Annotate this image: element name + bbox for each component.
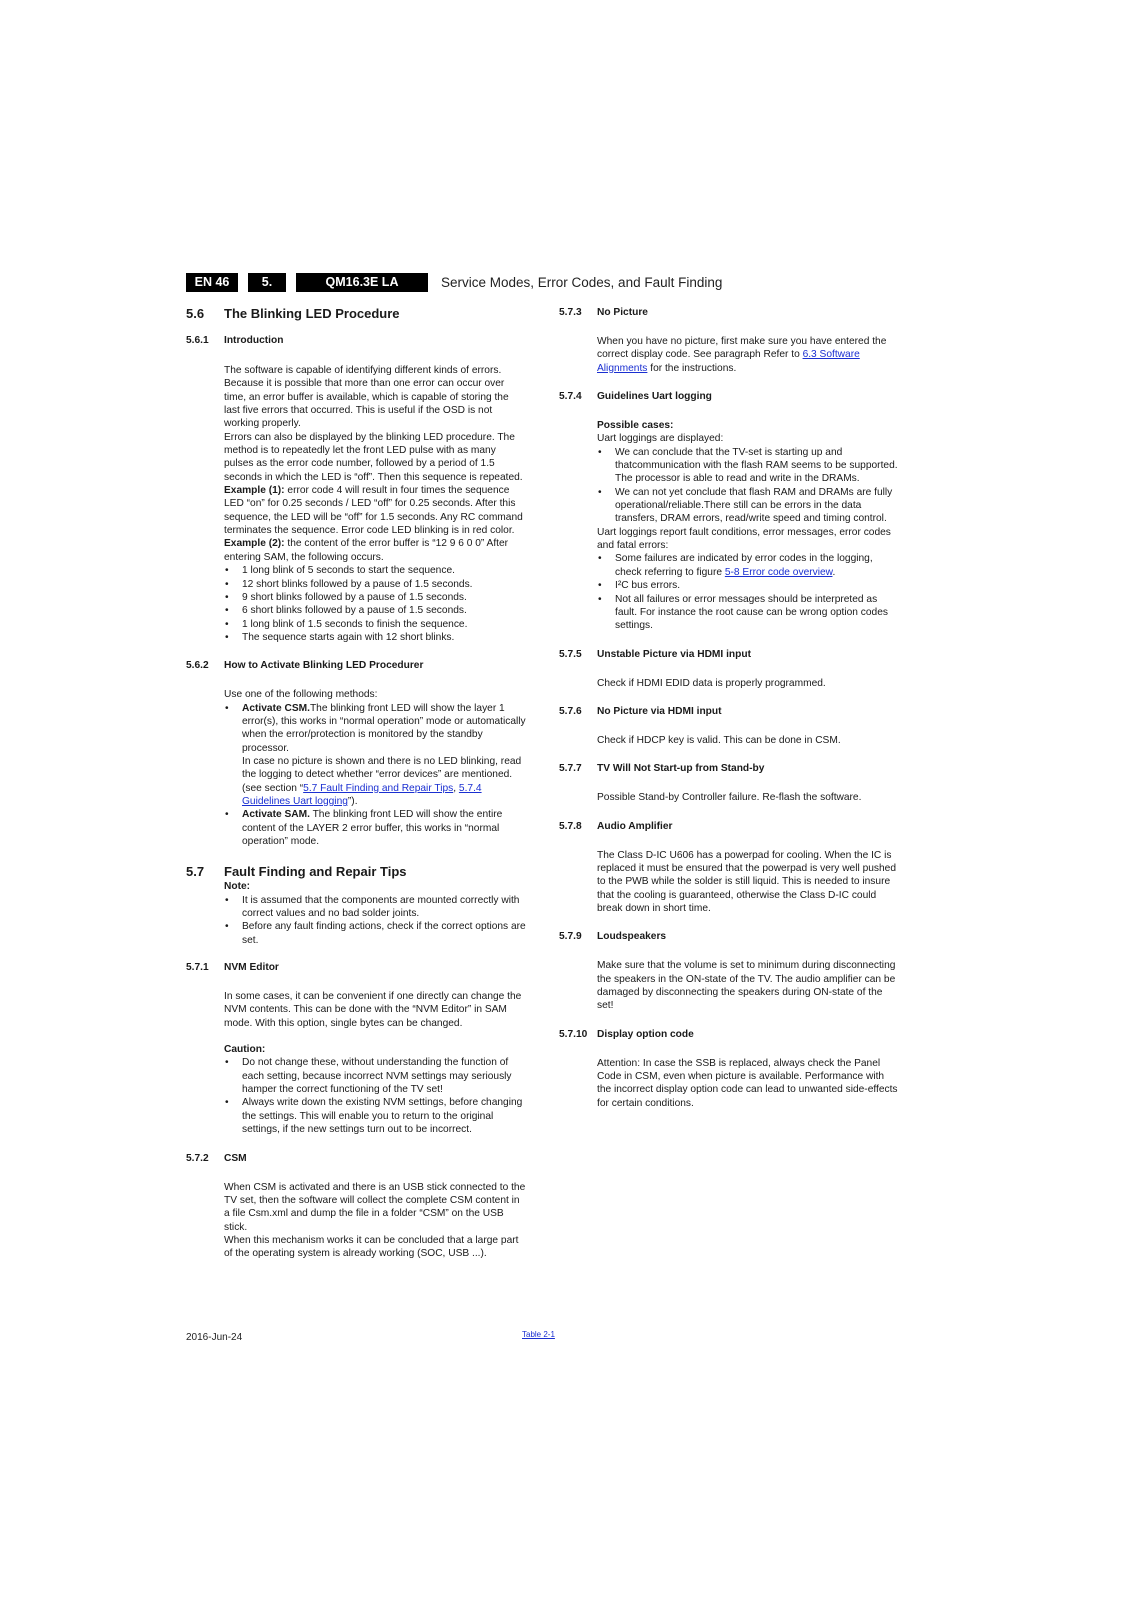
list-item	[224, 808, 526, 848]
list-item: • 12 short blinks followed by a pause of 1.5 seconds.	[224, 578, 526, 591]
list-item: • We can not yet conclude that flash RAM and DRAMs are fully operational/reliable.There still can be errors in the data transfers, DRAM errors, read/write speed and timing control.	[597, 486, 899, 526]
section-number: 5.6	[186, 306, 205, 321]
link-6-3-software-alignments[interactable]: 6.3 Software Alignments	[597, 349, 860, 374]
subsection-number: 5.7.8	[559, 820, 582, 832]
paragraph: Uart loggings are displayed:	[597, 433, 724, 445]
page-header	[186, 273, 986, 292]
separator: ,	[453, 782, 459, 794]
method-label: Activate CSM.	[242, 702, 310, 714]
subsection-title: No Picture via HDMI input	[597, 705, 722, 717]
list-item: • 9 short blinks followed by a pause of 1.5 seconds.	[224, 591, 526, 604]
caution-list	[224, 1056, 526, 1136]
subsection-title: Audio Amplifier	[597, 820, 673, 832]
paragraph: When CSM is activated and there is an USB stick connected to the TV set, then the software will collect the complete CSM content in a file Csm.xml and dump the file in a folder “CSM” on the USB stick.	[224, 1181, 526, 1233]
section-5-7-6-body	[597, 734, 899, 747]
section-number: 5.7	[186, 864, 205, 880]
subsection-number: 5.7.5	[559, 648, 582, 660]
paragraph-text: for the instructions.	[647, 362, 737, 374]
page-number-box: EN 46	[186, 273, 238, 292]
section-5-7-body	[224, 880, 526, 947]
subsection-title: No Picture	[597, 307, 648, 318]
paragraph	[224, 484, 526, 537]
section-5-7-1-body	[224, 990, 526, 1136]
section-5-6-2-body	[224, 688, 526, 848]
method-label: Activate SAM.	[242, 809, 310, 821]
section-title: Fault Finding and Repair Tips	[224, 864, 407, 880]
method-text: In case no picture is shown and there is no LED blinking, read the logging to detect whether “error devices” are mentioned. (see section “	[242, 755, 522, 794]
method-text: ”).	[347, 795, 358, 807]
subsection-number: 5.7.1	[186, 962, 209, 974]
method-text: The blinking front LED will show the entire content of the LAYER 2 error buffer, this works in “normal operation” mode.	[242, 809, 503, 847]
paragraph-text: When you have no picture, first make sure you have entered the correct display code. See paragraph Refer to	[597, 336, 887, 361]
list-text: Some failures are indicated by error codes in the logging, check referring to figure	[615, 553, 873, 578]
list-item	[597, 552, 899, 579]
section-5-7-3-heading	[559, 306, 899, 320]
example-label: Example (1):	[224, 485, 285, 497]
subsection-title: Loudspeakers	[597, 931, 667, 943]
paragraph: Check if HDMI EDID data is properly programmed.	[597, 677, 826, 689]
paragraph: Check if HDCP key is valid. This can be done in CSM.	[597, 734, 841, 746]
subsection-number: 5.7.3	[559, 307, 582, 318]
section-5-7-10-heading	[559, 1028, 899, 1042]
section-5-6-2-heading	[186, 659, 526, 673]
section-5-7-5-body	[597, 677, 899, 690]
blink-sequence-list	[224, 564, 526, 644]
example-label: Example (2):	[224, 538, 285, 550]
section-5-6-1-body	[224, 364, 526, 644]
section-5-7-1-heading	[186, 961, 526, 975]
subsection-number: 5.7.6	[559, 705, 582, 717]
subsection-title: CSM	[224, 1152, 247, 1164]
chapter-number-box: 5.	[248, 273, 286, 292]
section-5-7-9-heading	[559, 930, 899, 944]
section-5-7-8-body	[597, 849, 899, 916]
subsection-number: 5.7.4	[559, 391, 582, 403]
paragraph: Attention: In case the SSB is replaced, always check the Panel Code in CSM, even when picture is available. Performance with the incorrect display option code can lead to unwanted side-effects for certain conditions.	[597, 1057, 898, 1109]
paragraph: Make sure that the volume is set to minimum during disconnecting the speakers in the ON-state of the TV. The audio amplifier can be damaged by disconnecting the speakers during ON-state of the set!	[597, 960, 896, 1012]
list-item: • I²C bus errors.	[597, 579, 899, 592]
list-item	[224, 702, 526, 809]
list-item: • Before any fault finding actions, check if the correct options are set.	[224, 920, 526, 947]
paragraph: The Class D-IC U606 has a powerpad for cooling. When the IC is replaced it must be ensured that the powerpad is very well pushed to the PWB while the solder is still liquid. This is needed to insure that the cooling is guaranteed, otherwise the Class D-IC could break down in short time.	[597, 849, 897, 914]
report-list	[597, 552, 899, 632]
list-item: • The sequence starts again with 12 short blinks.	[224, 631, 526, 644]
notes-list	[224, 894, 526, 947]
right-column	[559, 306, 899, 1110]
section-5-7-4-body	[597, 419, 899, 633]
section-title: The Blinking LED Procedure	[224, 306, 400, 321]
subsection-number: 5.7.9	[559, 931, 582, 943]
paragraph: Uart loggings report fault conditions, error messages, error codes and fatal errors:	[597, 526, 891, 552]
section-5-7-2-body	[224, 1181, 526, 1261]
subsection-number: 5.7.10	[559, 1028, 588, 1040]
list-text: .	[832, 566, 836, 578]
list-item: • 6 short blinks followed by a pause of 1.5 seconds.	[224, 604, 526, 617]
section-5-7-2-heading	[186, 1152, 526, 1166]
subsection-title: Guidelines Uart logging	[597, 391, 712, 403]
example-text: error code 4 will result in four times the sequence LED “on” for 0.25 seconds / LED “off” for 0.25 seconds. After this sequence, the LED will be “off” for 1.5 seconds. Any RC command terminates the sequence. Error code LED blinking is in red color.	[224, 485, 523, 537]
section-5-7-6-heading	[559, 705, 899, 719]
possible-cases-label: Possible cases:	[597, 420, 674, 432]
section-5-7-8-heading	[559, 820, 899, 834]
section-5-7-heading	[186, 864, 526, 880]
paragraph: When this mechanism works it can be concluded that a large part of the operating system is already working (SOC, USB ...).	[224, 1234, 519, 1260]
subsection-number: 5.7.2	[186, 1152, 209, 1164]
link-5-7-fault-finding[interactable]: 5.7 Fault Finding and Repair Tips	[303, 782, 454, 794]
paragraph: In some cases, it can be convenient if one directly can change the NVM contents. This can be done with the “NVM Editor” in SAM mode. With this option, single bytes can be changed.	[224, 991, 522, 1029]
model-box: QM16.3E LA	[296, 273, 428, 292]
subsection-title: TV Will Not Start-up from Stand-by	[597, 763, 765, 775]
list-item: • We can conclude that the TV-set is starting up and thatcommunication with the flash RAM seems to be supported. The processor is able to read and write in the DRAMs.	[597, 446, 899, 486]
section-5-6-heading	[186, 306, 526, 322]
note-label: Note:	[224, 881, 251, 893]
paragraph: Use one of the following methods:	[224, 689, 378, 701]
list-item: • Do not change these, without understanding the function of each setting, because incorrect NVM settings may seriously hamper the correct functioning of the TV set!	[224, 1056, 526, 1096]
subsection-title: NVM Editor	[224, 962, 279, 974]
methods-list	[224, 702, 526, 849]
link-5-8-error-code-overview[interactable]: 5-8 Error code overview	[724, 566, 833, 578]
section-5-7-10-body	[597, 1057, 899, 1110]
subsection-number: 5.6.1	[186, 335, 209, 346]
list-item: • 1 long blink of 5 seconds to start the sequence.	[224, 564, 526, 577]
footer-table-link[interactable]: Table 2-1	[522, 1330, 555, 1339]
section-5-7-9-body	[597, 959, 899, 1012]
section-5-7-4-heading	[559, 390, 899, 404]
subsection-title: How to Activate Blinking LED Procedurer	[224, 660, 424, 672]
method-text: The blinking front LED will show the layer 1 error(s), this works in “normal operation” mode or automatically when the error/protection is monitored by the standby processor.	[242, 702, 526, 754]
section-5-7-7-heading	[559, 762, 899, 776]
paragraph	[597, 335, 899, 375]
list-item: • It is assumed that the components are mounted correctly with correct values and no bad solder joints.	[224, 894, 526, 921]
paragraph: Possible Stand-by Controller failure. Re-flash the software.	[597, 792, 862, 804]
section-5-6-1-heading	[186, 334, 526, 348]
caution-label: Caution:	[224, 1044, 266, 1056]
paragraph: The software is capable of identifying different kinds of errors. Because it is possible that more than one error can occur over time, an error buffer is available, which is capable of storing the last five errors that occurred. This is useful if the OSD is not working properly.	[224, 365, 509, 430]
subsection-number: 5.6.2	[186, 660, 209, 672]
section-5-7-3-body	[597, 335, 899, 375]
header-title: Service Modes, Error Codes, and Fault Finding	[441, 275, 723, 290]
section-5-7-5-heading	[559, 648, 899, 662]
list-item: • Not all failures or error messages should be interpreted as fault. For instance the root cause can be wrong option codes settings.	[597, 593, 899, 633]
section-5-7-7-body	[597, 791, 899, 804]
subsection-title: Unstable Picture via HDMI input	[597, 648, 751, 660]
displayed-list	[597, 446, 899, 526]
subsection-title: Introduction	[224, 335, 284, 346]
left-column	[186, 306, 526, 1261]
example-text: the content of the error buffer is “12 9 6 0 0” After entering SAM, the following occurs.	[224, 538, 509, 563]
paragraph: Errors can also be displayed by the blinking LED procedure. The method is to repeatedly let the front LED pulse with as many pulses as the error code number, followed by a period of 1.5 seconds in which the LED is “off”. Then this sequence is repeated.	[224, 431, 523, 483]
list-item: • 1 long blink of 1.5 seconds to finish the sequence.	[224, 618, 526, 631]
list-item: • Always write down the existing NVM settings, before changing the settings. This will enable you to return to the original settings, if the new settings turn out to be incorrect.	[224, 1096, 526, 1136]
footer-date: 2016-Jun-24	[186, 1332, 243, 1343]
link-5-7-4-uart-logging[interactable]: 5.7.4 Guidelines Uart logging	[242, 782, 482, 807]
subsection-title: Display option code	[597, 1028, 694, 1040]
paragraph	[224, 537, 526, 564]
subsection-number: 5.7.7	[559, 763, 582, 775]
